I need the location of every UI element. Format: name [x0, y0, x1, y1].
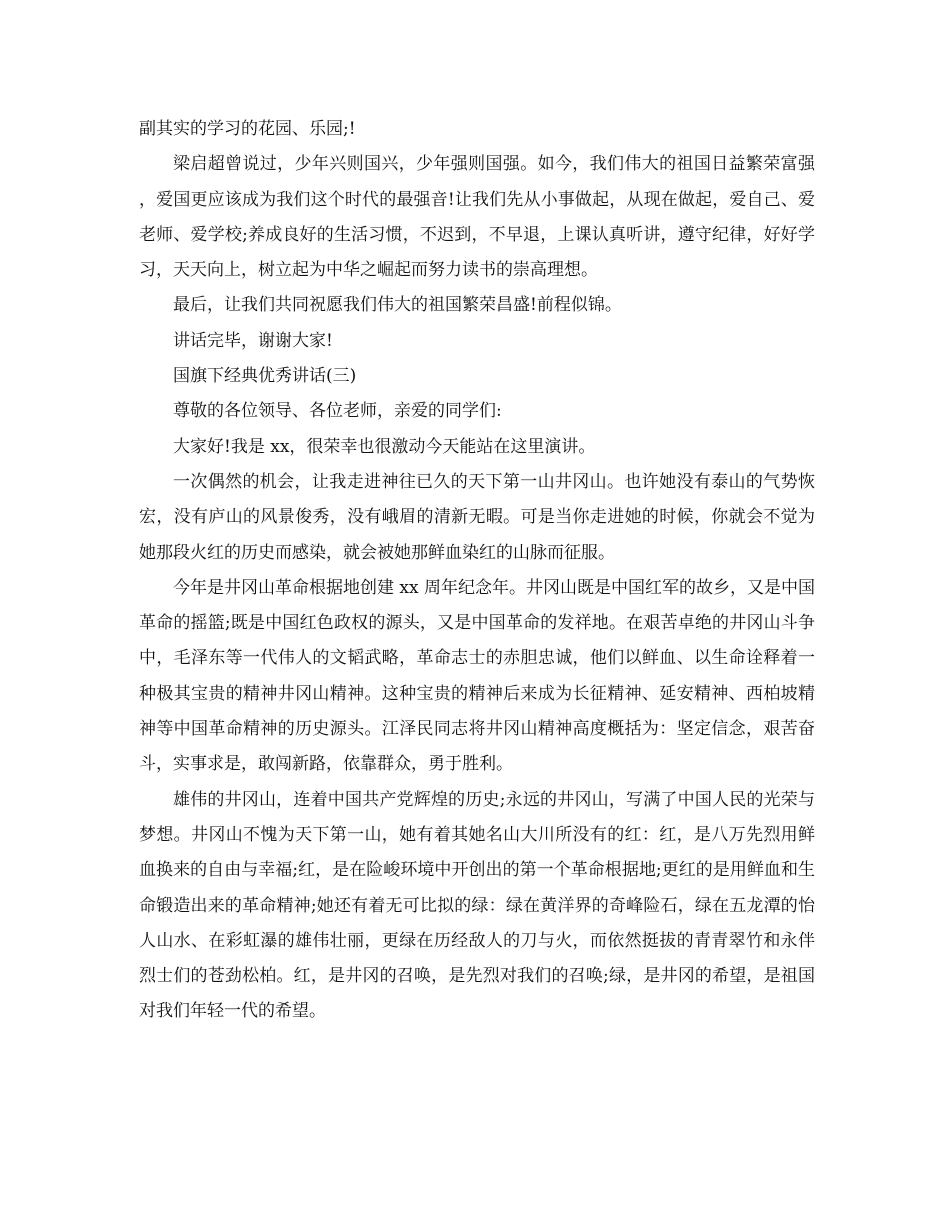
paragraph-8: 一次偶然的机会，让我走进神往已久的天下第一山井冈山。也许她没有泰山的气势恢宏，没有庐山的风景俊秀，没有峨眉的清新无暇。可是当你走进她的时候，你就会不觉为她那段火红的历史而感染，就会被她那鲜血染红的山脉而征服。: [139, 471, 815, 563]
paragraph-1: 副其实的学习的花园、乐园;!: [139, 119, 356, 139]
document-body: [139, 112, 815, 1030]
paragraph-3: 最后，让我们共同祝愿我们伟大的祖国繁荣昌盛!前程似锦。: [173, 295, 622, 316]
paragraph-2: 梁启超曾说过，少年兴则国兴，少年强则国强。如今，我们伟大的祖国日益繁荣富强，爱国更应该成为我们这个时代的最强音!让我们先从小事做起，从现在做起，爱自己、爱老师、爱学校;养成良好的生活习惯，不迟到，不早退，上课认真听讲，遵守纪律，好好学习，天天向上，树立起为中华之崛起而努力读书的崇高理想。: [139, 154, 815, 281]
paragraph-9: 今年是井冈山革命根据地创建 xx 周年纪念年。井冈山既是中国红军的故乡，又是中国革命的摇篮;既是中国红色政权的源头，又是中国革命的发祥地。在艰苦卓绝的井冈山斗争中，毛泽东等一代伟人的文韬武略，革命志士的赤胆忠诚，他们以鲜血、以生命诠释着一种极其宝贵的精神井冈山精神。这种宝贵的精神后来成为长征精神、延安精神、西柏坡精神等中国革命精神的历史源头。江泽民同志将井冈山精神高度概括为：坚定信念，艰苦奋斗，实事求是，敢闯新路，依靠群众，勇于胜利。: [139, 577, 815, 775]
section-heading: 国旗下经典优秀讲话(三): [173, 366, 357, 387]
paragraph-4: 讲话完毕，谢谢大家!: [173, 330, 333, 351]
greeting: 大家好!我是 xx，很荣幸也很激动今天能站在这里演讲。: [173, 436, 596, 457]
paragraph-10: 雄伟的井冈山，连着中国共产党辉煌的历史;永远的井冈山，写满了中国人民的光荣与梦想。井冈山不愧为天下第一山，她有着其她名山大川所没有的红：红，是八万先烈用鲜血换来的自由与幸福;红，是在险峻环境中开创出的第一个革命根据地;更红的是用鲜血和生命锻造出来的革命精神;她还有着无可比拟的绿：绿在黄洋界的奇峰险石，绿在五龙潭的怡人山水、在彩虹瀑的雄伟壮丽，更绿在历经敌人的刀与火，而依然挺拔的青青翠竹和永伴烈士们的苍劲松柏。红，是井冈的召唤，是先烈对我们的召唤;绿，是井冈的希望，是祖国对我们年轻一代的希望。: [139, 789, 815, 1022]
salutation: 尊敬的各位领导、各位老师，亲爱的同学们:: [173, 401, 502, 422]
